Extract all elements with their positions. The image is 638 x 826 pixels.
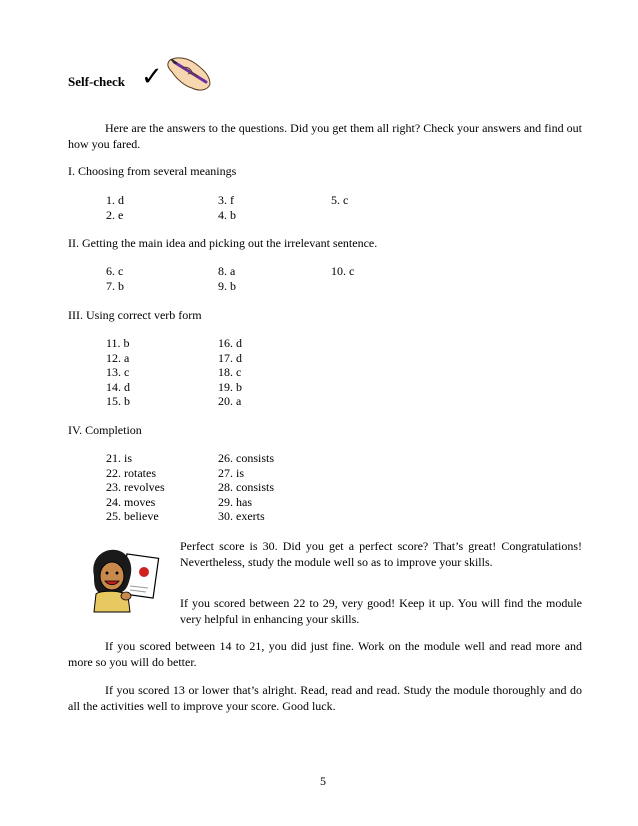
page-title: Self-check [68, 74, 126, 89]
answer-item: 8. a [218, 264, 236, 278]
section-heading-3: III. Using correct verb form [68, 308, 202, 322]
answer-item: 11. b [106, 336, 130, 350]
page-number: 5 [320, 774, 326, 788]
answer-item: 26. consists [218, 451, 275, 465]
answer-item: 22. rotates [106, 465, 156, 480]
answer-column [218, 264, 236, 293]
answer-column [218, 451, 274, 524]
answer-item: 5. c [331, 193, 349, 207]
answer-item: 20. a [218, 394, 242, 408]
answer-item: 24. moves [106, 494, 156, 509]
answer-column [331, 264, 354, 279]
answer-item: 13. c [106, 365, 130, 379]
answer-item: 6. c [106, 264, 124, 278]
answer-item: 23. revolves [106, 480, 165, 494]
section-heading-4: IV. Completion [68, 423, 142, 437]
answer-item: 3. f [218, 193, 234, 207]
answer-item: 25. believe [106, 509, 159, 523]
answer-item: 28. consists [218, 480, 275, 494]
answer-column [106, 193, 124, 222]
answer-item: 14. d [106, 379, 130, 394]
answer-item: 12. a [106, 350, 130, 365]
intro-paragraph: Here are the answers to the questions. Did you get them all right? Check your answers and find out how you fared. [68, 121, 582, 151]
answer-item: 29. has [218, 494, 252, 509]
answer-item: 16. d [218, 336, 242, 350]
answer-item: 30. exerts [218, 509, 265, 523]
answer-item: 2. e [106, 207, 124, 222]
section-heading-2: II. Getting the main idea and picking out the irrelevant sentence. [68, 236, 378, 250]
answer-column [106, 264, 124, 293]
answer-item: 15. b [106, 394, 130, 408]
answer-item: 27. is [218, 465, 245, 480]
answer-item: 10. c [331, 264, 355, 278]
answer-item: 7. b [106, 278, 124, 293]
answer-column [106, 336, 130, 409]
score-paragraph-13-lower: If you scored 13 or lower that’s alright. Read, read and read. Study the module thoroughly and do all the activities well to improve your score. Good luck. [68, 683, 582, 713]
answer-column [218, 336, 242, 409]
answer-item: 1. d [106, 193, 124, 207]
score-paragraph-14-21: If you scored between 14 to 21, you did just fine. Work on the module well and read more and more so you will do better. [68, 639, 582, 669]
answer-item: 9. b [218, 278, 236, 293]
score-paragraph-22-29: If you scored between 22 to 29, very good! Keep it up. You will find the module very helpful in enhancing your skills. [180, 596, 582, 626]
answer-item: 21. is [106, 451, 133, 465]
answer-item: 17. d [218, 350, 242, 365]
answer-column [106, 451, 165, 524]
answer-item: 18. c [218, 365, 242, 379]
score-paragraph-perfect: Perfect score is 30. Did you get a perfect score? That’s great! Congratulations! Nevertheless, study the module well so as to improve your skills. [180, 539, 582, 569]
answer-item: 4. b [218, 207, 236, 222]
answer-column [218, 193, 236, 222]
hand-writing-icon [160, 52, 214, 94]
girl-with-certificate-icon [86, 546, 162, 614]
answer-column [331, 193, 348, 208]
checkmark-icon: ✓ [141, 62, 163, 91]
answer-item: 19. b [218, 379, 242, 394]
section-heading-1: I. Choosing from several meanings [68, 164, 237, 178]
